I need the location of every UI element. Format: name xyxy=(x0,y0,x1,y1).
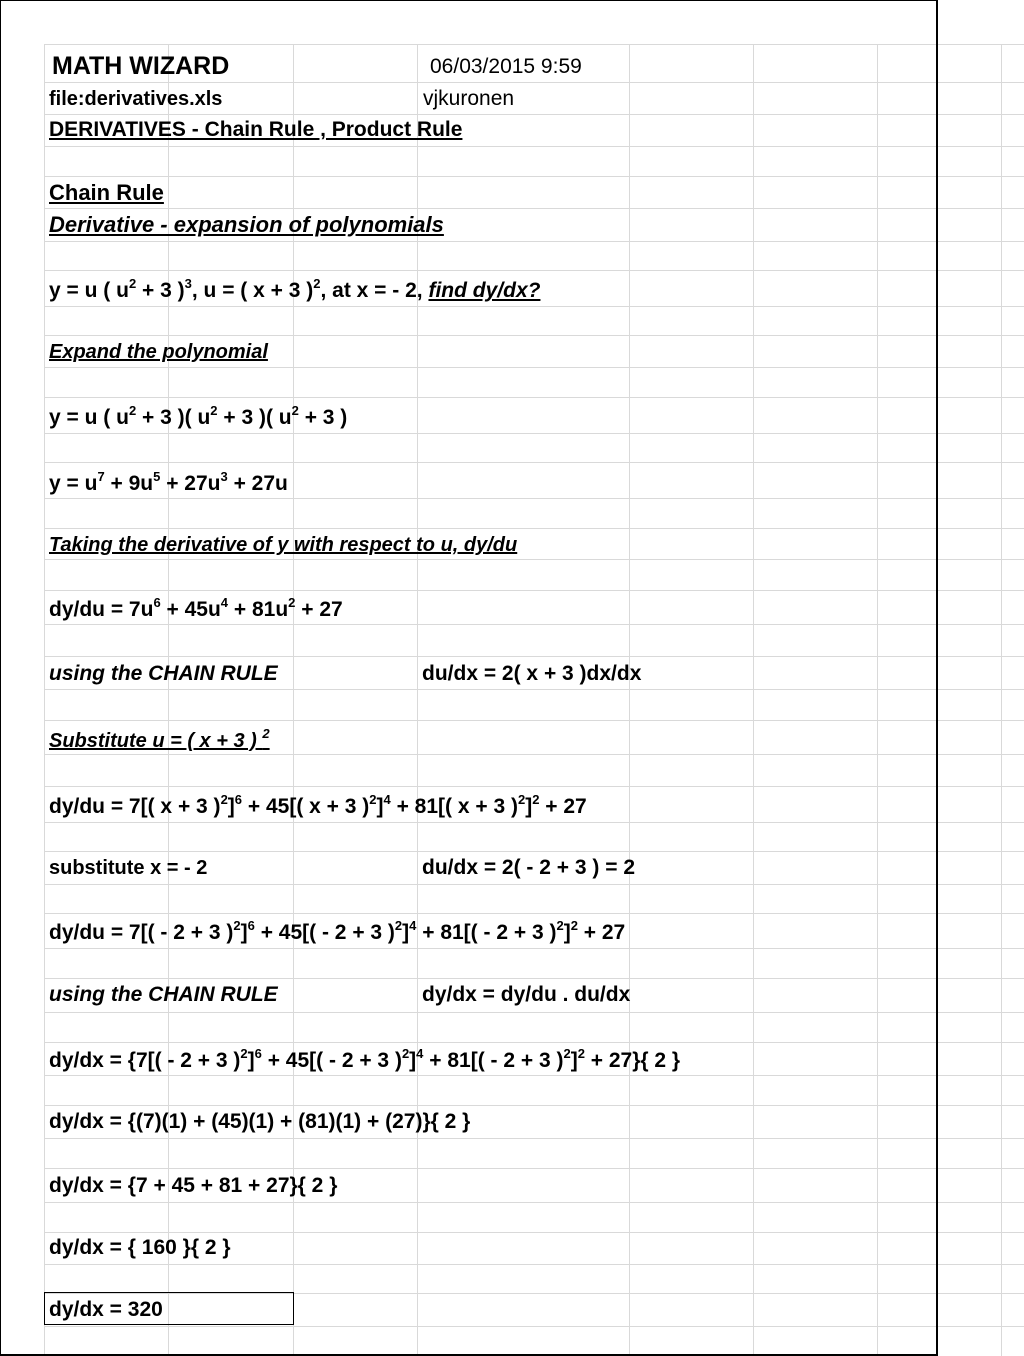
dydx-step-3: dy/dx = {7 + 45 + 81 + 27}{ 2 } xyxy=(49,1174,338,1197)
page-border-left xyxy=(0,0,1,1356)
problem-statement: y = u ( $u^2 + 3$ )$^3$, u = ( x + 3 )$^2$, at x = - 2, find dy/dx? xyxy=(49,276,541,302)
page-border-right xyxy=(936,0,938,1356)
expand-heading: Expand the polynomial xyxy=(49,341,268,363)
result-value: dy/dx = 320 xyxy=(49,1298,163,1321)
substitute-x-label: substitute x = - 2 xyxy=(49,857,208,879)
chain-rule-label-1: using the CHAIN RULE xyxy=(49,662,278,685)
section-title: Chain Rule xyxy=(49,180,164,205)
topic-heading: DERIVATIVES - Chain Rule , Product Rule xyxy=(49,118,463,141)
dudx-value: du/dx = 2( - 2 + 3 ) = 2 xyxy=(422,856,635,879)
derivative-heading: Taking the derivative of y with respect to u, dy/du xyxy=(49,534,518,556)
chain-rule-formula: dy/dx = dy/du . du/dx xyxy=(422,983,631,1006)
page-title: MATH WIZARD xyxy=(52,52,230,80)
dydu-numeric: dy/du = 7[( - 2 + 3 )$^2$]$^6$ + 45[( - 2 + 3 )$^2$]$^4$ + 81[( - 2 + 3 )$^2$]$^2$ + 27 xyxy=(49,918,626,944)
section-subtitle: Derivative - expansion of polynomials xyxy=(49,212,444,237)
page-border-top xyxy=(0,0,938,1)
expanded-polynomial: $y = u^7 + 9u^5 + 27u^3 + 27u$ xyxy=(49,469,288,495)
dydx-full: dy/dx = {7[( - 2 + 3 )$^2$]$^6$ + 45[( - 2 + 3 )$^2$]$^4$ + 81[( - 2 + 3 )$^2$]$^2$ + 27}{ 2 } xyxy=(49,1046,681,1072)
dudx-expression: du/dx = 2( x + 3 )dx/dx xyxy=(422,662,642,685)
dydu-expression: $dy/du = 7u^6 + 45u^4 + 81u^2 + 27$ xyxy=(49,595,343,621)
dydu-in-x: dy/du = 7[( x + 3 )$^2$]$^6$ + 45[( x + 3 )$^2$]$^4$ + 81[( x + 3 )$^2$]$^2$ + 27 xyxy=(49,792,587,818)
datetime-stamp: 06/03/2015 9:59 xyxy=(430,55,582,78)
expanded-product: y = u ( $u^2 + 3$ )( $u^2 + 3$ )( $u^2 + 3$ ) xyxy=(49,403,348,429)
author-name: vjkuronen xyxy=(423,87,515,110)
dydx-step-4: dy/dx = { 160 }{ 2 } xyxy=(49,1236,231,1259)
chain-rule-label-2: using the CHAIN RULE xyxy=(49,983,278,1006)
substitute-heading: Substitute u = ( x + 3 ) $^2$ xyxy=(49,726,270,752)
file-name: file:derivatives.xls xyxy=(49,88,223,110)
problem-question: find dy/dx? xyxy=(428,279,541,302)
dydx-step-2: dy/dx = {(7)(1) + (45)(1) + (81)(1) + (27)}{ 2 } xyxy=(49,1110,471,1133)
